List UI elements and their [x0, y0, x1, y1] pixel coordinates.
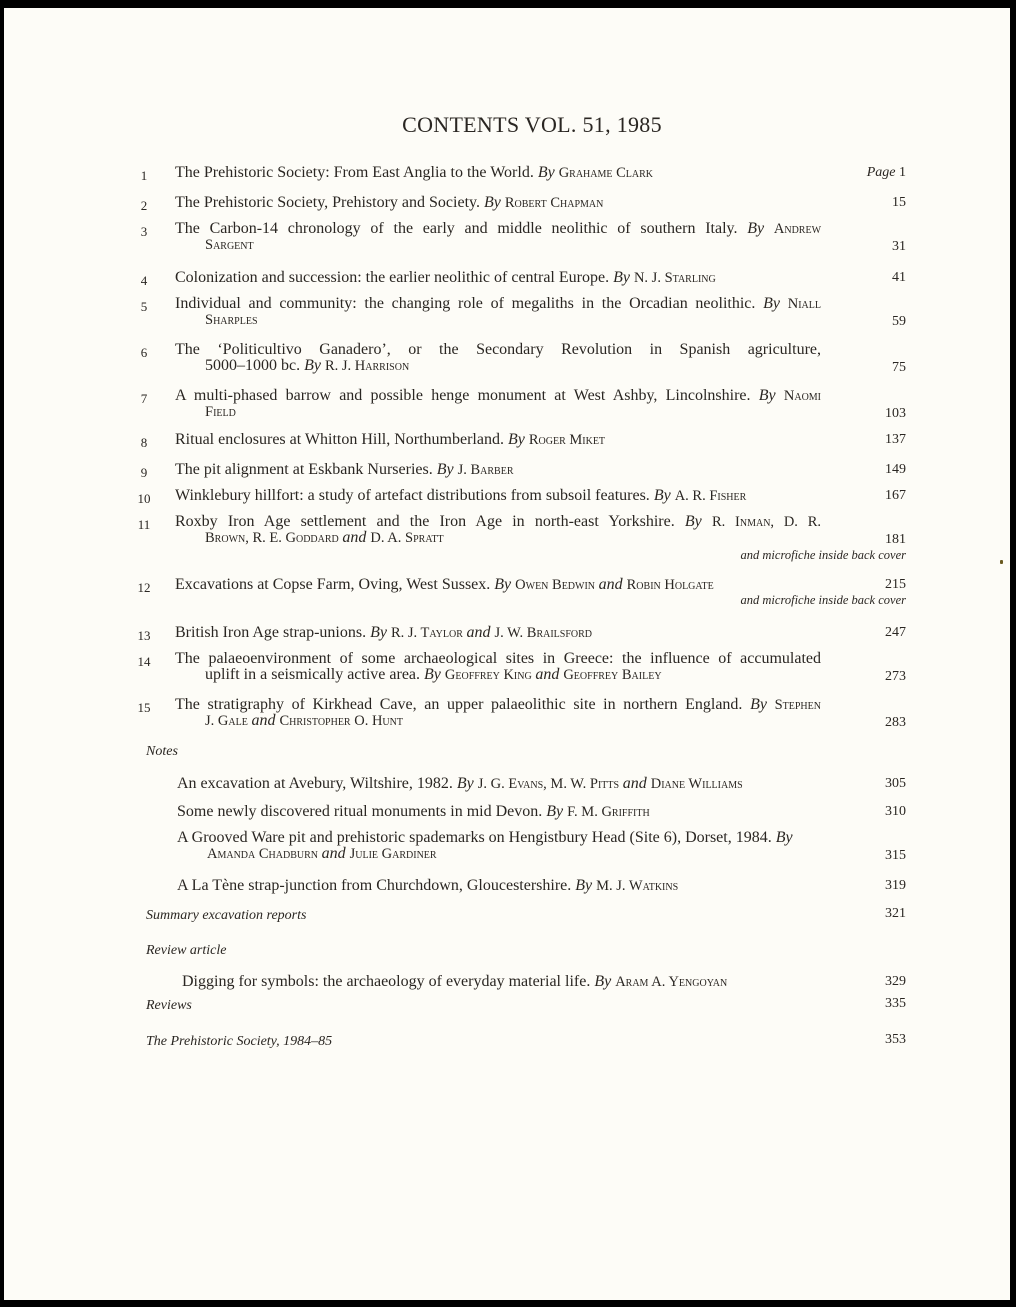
article-title: Excavations at Copse Farm, Oving, West Sussex.	[175, 576, 495, 593]
entry-text	[175, 221, 821, 253]
entry-page-number	[892, 314, 906, 330]
entry-page-number	[892, 239, 906, 255]
notes-heading: Notes	[146, 744, 178, 759]
byline-word: By	[747, 220, 774, 237]
byline-word: By	[758, 387, 784, 404]
byline-word: By	[436, 461, 458, 478]
entry-line	[175, 358, 821, 374]
entry-line	[175, 462, 821, 478]
entry-page-number	[885, 625, 906, 641]
byline-word: and	[321, 845, 350, 862]
summary-page-number: 321	[885, 906, 906, 921]
page-title: CONTENTS VOL. 51, 1985	[402, 112, 662, 137]
article-title: The pit alignment at Eskbank Nurseries.	[175, 461, 437, 478]
author-name: J. W. Brailsford	[494, 625, 593, 641]
entry-line	[175, 221, 821, 237]
author-name: Roger Miket	[528, 432, 606, 448]
entry-page-number	[892, 270, 906, 286]
byline-word: By	[370, 624, 391, 641]
author-name: Robin Holgate	[626, 577, 714, 593]
review-article-text	[182, 974, 828, 990]
entry-line	[175, 195, 821, 211]
article-title: The stratigraphy of Kirkhead Cave, an upper palaeolithic site in northern England.	[175, 696, 751, 713]
reviews-heading: Reviews	[146, 998, 192, 1013]
author-name: Andrew	[773, 221, 822, 237]
note-text	[177, 830, 821, 862]
entry-text	[175, 388, 821, 420]
byline-word: By	[424, 666, 445, 683]
note-text	[177, 776, 821, 792]
article-title: Digging for symbols: the archaeology of everyday material life.	[182, 973, 595, 990]
page-value: 167	[885, 488, 906, 503]
entry-line	[175, 165, 821, 181]
entry-page-number	[892, 360, 906, 376]
author-name: Stephen	[774, 697, 821, 713]
entry-line	[175, 270, 821, 286]
entry-line	[175, 388, 821, 404]
entry-text	[175, 432, 821, 448]
entry-line	[175, 713, 821, 729]
entry-page-number	[885, 669, 906, 685]
article-title: Individual and community: the changing role of megaliths in the Orcadian neolithic.	[175, 295, 764, 312]
byline-word: By	[775, 829, 793, 846]
article-title: The Prehistoric Society: From East Anglia to the World.	[175, 164, 538, 181]
article-title: The Carbon-14 chronology of the early and middle neolithic of southern Italy.	[175, 220, 748, 237]
author-name: F. M. Griffith	[567, 804, 650, 820]
entry-line	[175, 667, 821, 683]
entry-number: 2	[140, 198, 148, 213]
entry-line	[175, 296, 821, 312]
entry-number: 5	[140, 299, 148, 314]
author-name: Grahame Clark	[558, 165, 654, 181]
article-title: British Iron Age strap-unions.	[175, 624, 371, 641]
page-value: 215	[885, 577, 906, 592]
author-name: Diane Williams	[650, 776, 743, 792]
entry-line	[177, 776, 821, 792]
entry-text	[175, 195, 821, 211]
byline-word: By	[594, 973, 616, 990]
byline-word: By	[763, 295, 788, 312]
note-page-number: 315	[885, 848, 906, 863]
note-page-number: 310	[885, 804, 906, 819]
entry-page-number	[885, 462, 906, 478]
microfiche-note: and microfiche inside back cover	[740, 593, 906, 607]
entry-text	[175, 488, 821, 504]
author-name: Owen Bedwin	[515, 577, 599, 593]
entry-text	[175, 462, 821, 478]
entry-number: 8	[140, 435, 148, 450]
entry-number: 7	[140, 391, 148, 406]
page-value: 31	[892, 239, 906, 254]
page-value: 1	[899, 165, 906, 180]
article-title: Some newly discovered ritual monuments in mid Devon.	[177, 803, 547, 820]
author-name: Field	[205, 404, 236, 420]
microfiche-note: and microfiche inside back cover	[740, 548, 906, 562]
page-value: 181	[885, 532, 906, 547]
byline-word: By	[684, 513, 712, 530]
society-page-number: 353	[885, 1032, 906, 1047]
byline-word: By	[304, 357, 325, 374]
byline-word: By	[456, 775, 478, 792]
entry-number: 1	[140, 168, 148, 183]
page-value: 103	[885, 406, 906, 421]
article-title: The palaeoenvironment of some archaeological sites in Greece: the influence of accumulated	[175, 650, 821, 667]
entry-number: 15	[137, 700, 151, 715]
entry-number: 6	[140, 345, 148, 360]
entry-number: 9	[140, 465, 148, 480]
page-value: 247	[885, 625, 906, 640]
entry-line	[175, 488, 821, 504]
author-name: Sharples	[205, 312, 258, 328]
page-label: Page	[866, 165, 896, 180]
author-name: Aram A. Yengoyan	[615, 974, 728, 990]
author-name: Naomi	[783, 388, 822, 404]
byline-word: By	[613, 269, 634, 286]
author-name: R. Inman, D. R.	[711, 514, 822, 530]
entry-text	[175, 651, 821, 683]
author-name: Sargent	[205, 237, 254, 253]
author-name: M. J. Watkins	[596, 878, 679, 894]
byline-word: and	[466, 624, 495, 641]
author-name: J. G. Evans, M. W. Pitts	[477, 776, 623, 792]
byline-word: By	[507, 431, 529, 448]
entry-page-number	[885, 432, 906, 448]
page-value: 273	[885, 669, 906, 684]
article-title: A Grooved Ware pit and prehistoric spademarks on Hengistbury Head (Site 6), Dorset, 1984.	[177, 829, 776, 846]
page-value: 59	[892, 314, 906, 329]
entry-line	[175, 577, 821, 593]
page-value: 15	[892, 195, 906, 210]
entry-line	[175, 404, 821, 420]
entry-text	[175, 625, 821, 641]
author-name: Robert Chapman	[504, 195, 604, 211]
article-title: A multi-phased barrow and possible henge monument at West Ashby, Lincolnshire.	[175, 387, 759, 404]
author-name: Geoffrey King	[444, 667, 536, 683]
author-name: R. J. Harrison	[324, 358, 410, 374]
review-article-heading: Review article	[146, 943, 227, 958]
entry-text	[175, 342, 821, 374]
author-name: Brown, R. E. Goddard	[205, 530, 343, 546]
author-name: Geoffrey Bailey	[563, 667, 662, 683]
byline-word: By	[494, 576, 516, 593]
page-value: 75	[892, 360, 906, 375]
entry-line	[175, 312, 821, 328]
entry-line	[175, 651, 821, 667]
speck-mark	[1000, 560, 1003, 564]
entry-text	[175, 270, 821, 286]
author-name: J. Barber	[457, 462, 514, 478]
entry-text	[175, 165, 821, 181]
page-value: 283	[885, 715, 906, 730]
entry-line	[175, 530, 821, 546]
byline-word: and	[622, 775, 651, 792]
article-title: An excavation at Avebury, Wiltshire, 1982.	[177, 775, 457, 792]
entry-page-number	[885, 406, 906, 422]
author-name: N. J. Starling	[633, 270, 716, 286]
entry-number: 12	[137, 580, 151, 595]
entry-line	[182, 974, 828, 990]
entry-text	[175, 514, 821, 546]
byline-word: By	[537, 164, 559, 181]
author-name: Christopher O. Hunt	[279, 713, 403, 729]
note-page-number: 305	[885, 776, 906, 791]
entry-line	[177, 804, 821, 820]
summary-heading: Summary excavation reports	[146, 908, 307, 923]
article-title: The ‘Politicultivo Ganadero’, or the Secondary Revolution in Spanish agriculture,	[175, 341, 821, 358]
entry-number: 13	[137, 628, 151, 643]
article-title: Ritual enclosures at Whitton Hill, Northumberland.	[175, 431, 508, 448]
byline-word: By	[575, 877, 597, 894]
page-value: 41	[892, 270, 906, 285]
entry-page-number	[885, 488, 906, 504]
article-title: A La Tène strap-junction from Churchdown, Gloucestershire.	[177, 877, 576, 894]
author-name: D. A. Spratt	[370, 530, 444, 546]
article-title: Roxby Iron Age settlement and the Iron Age in north-east Yorkshire.	[175, 513, 685, 530]
entry-page-number	[885, 532, 906, 548]
note-text	[177, 804, 821, 820]
entry-text	[175, 697, 821, 729]
reviews-page-number: 335	[885, 996, 906, 1011]
author-name: Amanda Chadburn	[207, 846, 322, 862]
article-title: Winklebury hillfort: a study of artefact distributions from subsoil features.	[175, 487, 654, 504]
author-name: J. Gale	[205, 713, 252, 729]
author-name: Julie Gardiner	[349, 846, 437, 862]
entry-line	[175, 342, 821, 358]
entry-text	[175, 296, 821, 328]
note-text	[177, 878, 821, 894]
author-name: A. R. Fisher	[674, 488, 747, 504]
entry-number: 3	[140, 224, 148, 239]
byline-word: By	[546, 803, 568, 820]
page-value: 149	[885, 462, 906, 477]
entry-page-number	[892, 195, 906, 211]
entry-number: 14	[137, 654, 151, 669]
byline-word: and	[251, 712, 280, 729]
article-title: The Prehistoric Society, Prehistory and Society.	[175, 194, 484, 211]
entry-line	[175, 697, 821, 713]
byline-word: and	[342, 529, 371, 546]
entry-page-number	[885, 715, 906, 731]
entry-page-number	[885, 577, 906, 593]
byline-word: By	[483, 194, 505, 211]
article-title: Colonization and succession: the earlier neolithic of central Europe.	[175, 269, 614, 286]
entry-line	[177, 878, 821, 894]
article-title: uplift in a seismically active area.	[205, 666, 425, 683]
review-article-page-number: 329	[885, 974, 906, 989]
entry-line	[175, 432, 821, 448]
byline-word: By	[653, 487, 675, 504]
entry-line	[177, 846, 821, 862]
entry-number: 10	[137, 491, 151, 506]
entry-number: 11	[137, 517, 151, 532]
page-value: 137	[885, 432, 906, 447]
entry-line	[177, 830, 821, 846]
entry-line	[175, 237, 821, 253]
byline-word: By	[750, 696, 775, 713]
byline-word: and	[598, 576, 627, 593]
entry-page-number	[867, 165, 906, 181]
entry-line	[175, 625, 821, 641]
contents-page	[4, 8, 1010, 1300]
author-name: Niall	[787, 296, 821, 312]
entry-line	[175, 514, 821, 530]
note-page-number: 319	[885, 878, 906, 893]
author-name: R. J. Taylor	[390, 625, 467, 641]
society-heading: The Prehistoric Society, 1984–85	[146, 1034, 333, 1049]
byline-word: and	[535, 666, 564, 683]
entry-number: 4	[140, 273, 148, 288]
entry-text	[175, 577, 821, 593]
article-title: 5000–1000 bc.	[205, 357, 305, 374]
